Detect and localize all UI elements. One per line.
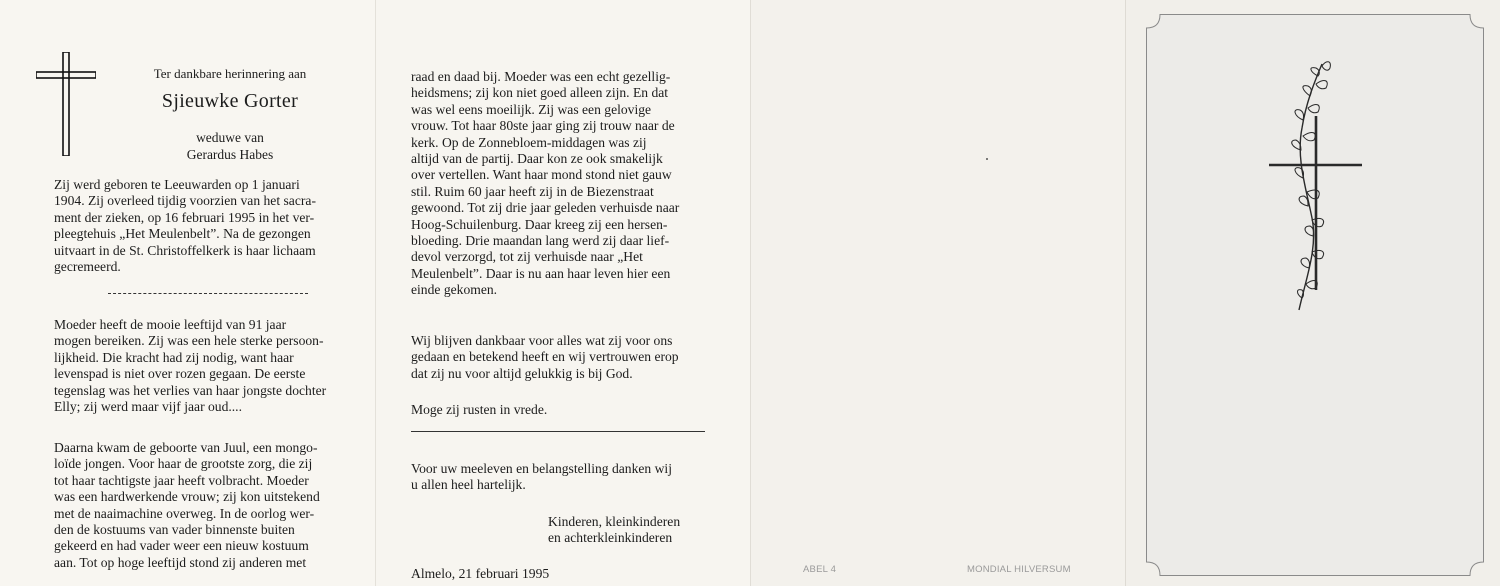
text-line: 1904. Zij overleed tijdig voorzien van het sacra- <box>54 193 316 209</box>
text-line: gecremeerd. <box>54 259 121 275</box>
dedication-intro: Ter dankbare herinnering aan <box>153 66 307 81</box>
text-line: Voor uw meeleven en belangstelling danken wij <box>411 461 672 476</box>
text-line: Daarna kwam de geboorte van Juul, een mongo- <box>54 440 318 455</box>
text-line: tot haar tachtigste jaar heeft volbracht. Moeder <box>54 472 309 488</box>
text-panel-right <box>375 0 750 586</box>
blank-back-panel <box>750 0 1125 586</box>
rest-in-peace-line: Moge zij rusten in vrede. <box>411 402 548 417</box>
text-line: Meulenbelt”. Daar is nu aan haar leven hier een <box>411 265 671 281</box>
text-line: devol verzorgd, tot zij verhuisde naar „Het <box>411 249 643 265</box>
text-line: dat zij nu voor altijd gelukkig is bij God. <box>411 365 633 381</box>
biography-paragraph <box>411 69 707 299</box>
dashed-divider <box>108 293 308 294</box>
text-line: bloeding. Drie maandan lang werd zij daar lief- <box>411 233 670 249</box>
text-line: gedaan en betekend heeft en wij vertrouwen erop <box>411 349 679 365</box>
text-line: levenspad is niet over rozen gegaan. De eerste <box>54 366 306 382</box>
text-line: was een hardwerkende vrouw; zij kon uitstekend <box>54 489 320 505</box>
text-line: u allen heel hartelijk. <box>411 477 526 493</box>
text-line: tegenslag was het verlies van haar jongste dochter <box>54 382 327 398</box>
family-signature <box>548 514 680 547</box>
printer-credit: MONDIAL HILVERSUM <box>967 564 1071 575</box>
text-line: Wij blijven dankbaar voor alles wat zij voor ons <box>411 333 673 348</box>
text-line: pleegtehuis „Het Meulenbelt”. Na de gezongen <box>54 226 311 242</box>
deceased-name: Sjieuwke Gorter <box>161 90 299 112</box>
text-line: den de kostuums van vader binnenste buiten <box>54 522 295 538</box>
thanks-paragraph <box>411 461 707 494</box>
card-code: ABEL 4 <box>803 564 837 575</box>
husband-name: Gerardus Habes <box>186 147 274 162</box>
text-line: lijkheid. Die kracht had zij nodig, want haar <box>54 349 294 365</box>
text-line: raad en daad bij. Moeder was een echt gezellig- <box>411 69 671 84</box>
text-line: ment der zieken, op 16 februari 1995 in het ver- <box>54 209 315 225</box>
text-line: aan. Tot op hoge leeftijd stond zij anderen met <box>54 554 307 570</box>
text-line: met de naaimachine overweg. In de oorlog wer- <box>54 505 315 521</box>
cross-with-palm-branch-icon <box>1266 58 1366 320</box>
biography-paragraph <box>54 440 346 571</box>
divider-line <box>411 431 705 432</box>
text-line: Elly; zij werd maar vijf jaar oud.... <box>54 399 242 415</box>
text-line: gewoond. Tot zij drie jaar geleden verhuisde naar <box>411 200 680 216</box>
biography-paragraph <box>54 177 346 275</box>
biography-paragraph <box>54 317 346 415</box>
place-and-date: Almelo, 21 februari 1995 <box>411 566 550 581</box>
paper-speck <box>986 158 988 160</box>
text-line: vrouw. Tot haar 80ste jaar ging zij trouw naar de <box>411 118 675 134</box>
text-line: Zij werd geboren te Leeuwarden op 1 januari <box>54 177 300 192</box>
text-line: stil. Ruim 60 jaar heeft zij in de Biezenstraat <box>411 183 654 199</box>
text-line: en achterkleinkinderen <box>548 530 673 546</box>
text-line: Moeder heeft de mooie leeftijd van 91 jaar <box>54 317 287 332</box>
text-line: einde gekomen. <box>411 282 498 298</box>
text-line: gekeerd en had vader weer een nieuw kostuum <box>54 538 309 554</box>
text-line: kerk. Op de Zonnebloem-middagen was zij <box>411 134 647 150</box>
cross-icon <box>36 52 96 156</box>
text-line: Kinderen, kleinkinderen <box>548 514 681 529</box>
text-line: loïde jongen. Voor haar de grootste zorg, die zij <box>54 456 313 472</box>
text-line: mogen bereiken. Zij was een hele sterke persoon- <box>54 333 324 349</box>
text-line: over vertellen. Want haar mond stond niet gauw <box>411 167 672 183</box>
text-panel-left <box>0 0 375 586</box>
text-line: altijd van de partij. Daar kon ze ook smakelijk <box>411 151 663 167</box>
cover-panel <box>1125 0 1500 586</box>
text-line: was wel eens moeilijk. Zij was een gelovige <box>411 101 652 117</box>
text-line: uitvaart in de St. Christoffelkerk is haar lichaam <box>54 242 316 258</box>
gratitude-paragraph <box>411 333 707 382</box>
text-line: Hoog-Schuilenburg. Daar kreeg zij een hersen- <box>411 216 668 232</box>
text-line: heidsmens; zij kon niet goed alleen zijn. En dat <box>411 85 669 101</box>
widow-label: weduwe van <box>196 130 264 145</box>
